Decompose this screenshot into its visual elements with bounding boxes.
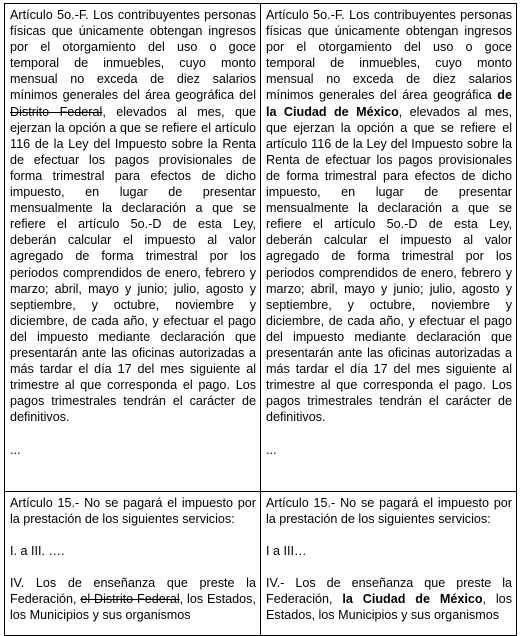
comparison-table: [4, 3, 517, 636]
omission-ellipsis: ...: [266, 443, 277, 458]
article-15-heading: Artículo 15.- No se pagará el impuesto por la prestación de los siguientes servicios:: [10, 496, 256, 527]
fraction-iv-text-before-strike: IV. Los de enseñanza que preste la Federación,: [10, 576, 256, 607]
struck-text-el-distrito-federal: el Distrito Federal: [80, 592, 180, 607]
fraction-iv-text-after-bold: , los Estados, los Municipios y sus organismos: [266, 592, 512, 623]
bold-text-la-ciudad-de-mexico: la Ciudad de México: [342, 592, 483, 607]
fraction-iv-current: [10, 575, 256, 623]
table-row: [5, 4, 517, 492]
art5-text-before-bold: Artículo 5o.-F. Los contribuyentes personas físicas que únicamente obtengan ingresos por el otorgamiento del uso o goce temporal de inmuebles, cuyo monto mensual no exceda de diez salarios mínimos generales del área geográfica: [266, 8, 512, 103]
fractions-omitted: I a III…: [266, 544, 307, 559]
article-5o-f-reform: [266, 7, 512, 425]
current-text-cell-art5: [5, 4, 261, 492]
art5-text-before-strike: Artículo 5o.-F. Los contribuyentes personas físicas que únicamente obtengan ingresos por el otorgamiento del uso o goce temporal de inmuebles, cuyo monto mensual no exceda de diez salarios mínimos generales del área geográfica del: [10, 8, 256, 103]
omission-ellipsis: ...: [10, 443, 21, 458]
reform-text-cell-art5: [261, 4, 517, 492]
table-row: [5, 492, 517, 636]
art5-text-after-bold: , elevados al mes, que ejerzan la opción a que se refiere el artículo 116 de la Ley del Impuesto sobre la Renta de efectuar los pagos provisionales de forma trimestral para efectos de dicho impuesto, en lugar de presentar mensualmente la declaración a que se refiere el artículo 5o.-D de esta Ley, deberán calcular el impuesto al valor agregado de forma trimestral por los periodos comprendidos de enero, febrero y marzo; abril, mayo y junio; julio, agosto y septiembre, y octubre, noviembre y diciembre, de cada año, y efectuar el pago del impuesto mediante declaración que presentarán ante las oficinas autorizadas a más tardar el día 17 del mes siguiente al trimestre al que corresponda el pago. Los pagos trimestrales tendrán el carácter de definitivos.: [266, 104, 512, 425]
article-15-heading: Artículo 15.- No se pagará el impuesto por la prestación de los siguientes servicios:: [266, 496, 512, 527]
fraction-iv-text-after-strike: , los Estados, los Municipios y sus organismos: [10, 592, 256, 623]
fractions-omitted: I. a III. ….: [10, 544, 65, 559]
bold-text-ciudad-de-mexico: de la Ciudad de México: [266, 88, 512, 119]
reform-text-cell-art15: [261, 492, 517, 636]
fraction-iv-text-before-bold: IV.- Los de enseñanza que preste la Federación,: [266, 576, 512, 607]
struck-text-distrito-federal: Distrito Federal: [10, 104, 103, 119]
article-5o-f-current: [10, 7, 256, 425]
fraction-iv-reform: [266, 575, 512, 623]
art5-text-after-strike: , elevados al mes, que ejerzan la opción a que se refiere el artículo 116 de la Ley del Impuesto sobre la Renta de efectuar los pagos provisionales de forma trimestral para efectos de dicho impuesto, en lugar de presentar mensualmente la declaración a que se refiere el artículo 5o.-D de esta Ley, deberán calcular el impuesto al valor agregado de forma trimestral por los periodos comprendidos de enero, febrero y marzo; abril, mayo y junio; julio, agosto y septiembre, y octubre, noviembre y diciembre, de cada año, y efectuar el pago del impuesto mediante declaración que presentarán ante las oficinas autorizadas a más tardar el día 17 del mes siguiente al trimestre al que corresponda el pago. Los pagos trimestrales tendrán el carácter de definitivos.: [10, 104, 256, 425]
current-text-cell-art15: [5, 492, 261, 636]
